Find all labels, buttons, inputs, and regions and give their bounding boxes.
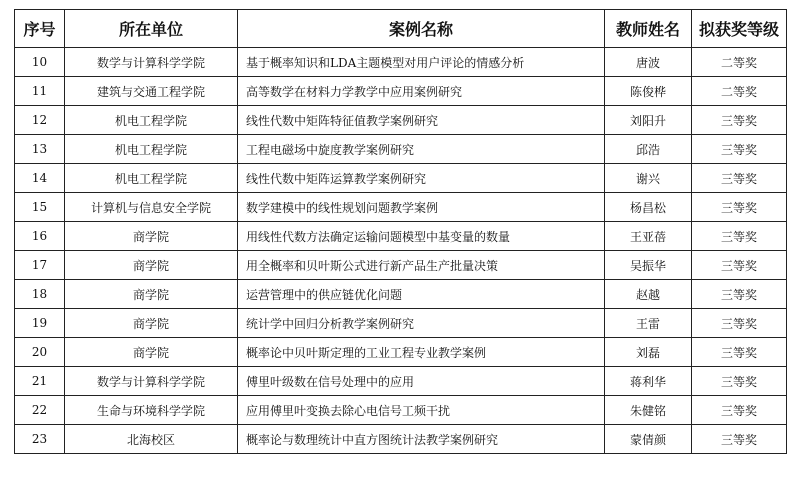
cell-unit: 商学院 [65,338,238,367]
cell-unit: 数学与计算科学学院 [65,367,238,396]
cell-unit: 商学院 [65,222,238,251]
cell-unit: 机电工程学院 [65,135,238,164]
table-row [15,48,787,77]
table-row [15,164,787,193]
cell-teacher: 刘磊 [605,338,692,367]
cell-teacher: 邱浩 [605,135,692,164]
cell-award: 三等奖 [692,164,787,193]
cell-teacher: 唐波 [605,48,692,77]
cell-award: 三等奖 [692,280,787,309]
cell-case: 傅里叶级数在信号处理中的应用 [238,367,605,396]
table-row [15,222,787,251]
table-body [15,48,787,454]
cell-no: 15 [15,193,65,222]
cell-teacher: 刘阳升 [605,106,692,135]
cell-case: 线性代数中矩阵特征值教学案例研究 [238,106,605,135]
cell-no: 10 [15,48,65,77]
cell-teacher: 赵越 [605,280,692,309]
cell-no: 20 [15,338,65,367]
cell-teacher: 王雷 [605,309,692,338]
table-row [15,135,787,164]
cell-award: 三等奖 [692,338,787,367]
cell-case: 应用傅里叶变换去除心电信号工频干扰 [238,396,605,425]
header-unit: 所在单位 [65,10,238,48]
cell-no: 12 [15,106,65,135]
cell-award: 三等奖 [692,106,787,135]
header-no: 序号 [15,10,65,48]
cell-teacher: 蒙倩颜 [605,425,692,454]
table-row [15,338,787,367]
cell-no: 13 [15,135,65,164]
cell-no: 16 [15,222,65,251]
table-row [15,425,787,454]
table-row [15,396,787,425]
cell-case: 运营管理中的供应链优化问题 [238,280,605,309]
header-teacher: 教师姓名 [605,10,692,48]
cell-unit: 北海校区 [65,425,238,454]
cell-teacher: 吴振华 [605,251,692,280]
cell-award: 三等奖 [692,396,787,425]
cell-no: 22 [15,396,65,425]
cell-unit: 商学院 [65,251,238,280]
cell-no: 14 [15,164,65,193]
cell-unit: 商学院 [65,280,238,309]
cell-no: 21 [15,367,65,396]
cell-case: 工程电磁场中旋度教学案例研究 [238,135,605,164]
cell-unit: 计算机与信息安全学院 [65,193,238,222]
cell-case: 数学建模中的线性规划问题教学案例 [238,193,605,222]
cell-teacher: 谢兴 [605,164,692,193]
cell-unit: 数学与计算科学学院 [65,48,238,77]
table-row [15,251,787,280]
header-award: 拟获奖等级 [692,10,787,48]
cell-award: 三等奖 [692,222,787,251]
table-row [15,77,787,106]
cell-unit: 建筑与交通工程学院 [65,77,238,106]
header-row [15,10,787,48]
cell-no: 11 [15,77,65,106]
cell-case: 线性代数中矩阵运算教学案例研究 [238,164,605,193]
table-row [15,193,787,222]
cell-award: 二等奖 [692,77,787,106]
cell-no: 23 [15,425,65,454]
cell-no: 17 [15,251,65,280]
table-row [15,280,787,309]
cell-teacher: 陈俊桦 [605,77,692,106]
cell-unit: 商学院 [65,309,238,338]
table-row [15,309,787,338]
cell-award: 三等奖 [692,309,787,338]
cell-award: 三等奖 [692,135,787,164]
cell-case: 统计学中回归分析教学案例研究 [238,309,605,338]
cell-case: 用线性代数方法确定运输问题模型中基变量的数量 [238,222,605,251]
table-row [15,106,787,135]
cell-no: 18 [15,280,65,309]
cell-award: 三等奖 [692,425,787,454]
cell-teacher: 杨昌松 [605,193,692,222]
table-row [15,367,787,396]
cell-case: 基于概率知识和LDA主题模型对用户评论的情感分析 [238,48,605,77]
cell-teacher: 王亚蓓 [605,222,692,251]
award-table [14,9,787,454]
cell-award: 二等奖 [692,48,787,77]
cell-unit: 机电工程学院 [65,164,238,193]
header-case: 案例名称 [238,10,605,48]
cell-unit: 机电工程学院 [65,106,238,135]
cell-case: 用全概率和贝叶斯公式进行新产品生产批量决策 [238,251,605,280]
cell-unit: 生命与环境科学学院 [65,396,238,425]
cell-award: 三等奖 [692,251,787,280]
cell-teacher: 蒋利华 [605,367,692,396]
cell-teacher: 朱健铭 [605,396,692,425]
cell-award: 三等奖 [692,193,787,222]
cell-no: 19 [15,309,65,338]
cell-case: 高等数学在材料力学教学中应用案例研究 [238,77,605,106]
cell-case: 概率论与数理统计中直方图统计法教学案例研究 [238,425,605,454]
cell-case: 概率论中贝叶斯定理的工业工程专业教学案例 [238,338,605,367]
cell-award: 三等奖 [692,367,787,396]
